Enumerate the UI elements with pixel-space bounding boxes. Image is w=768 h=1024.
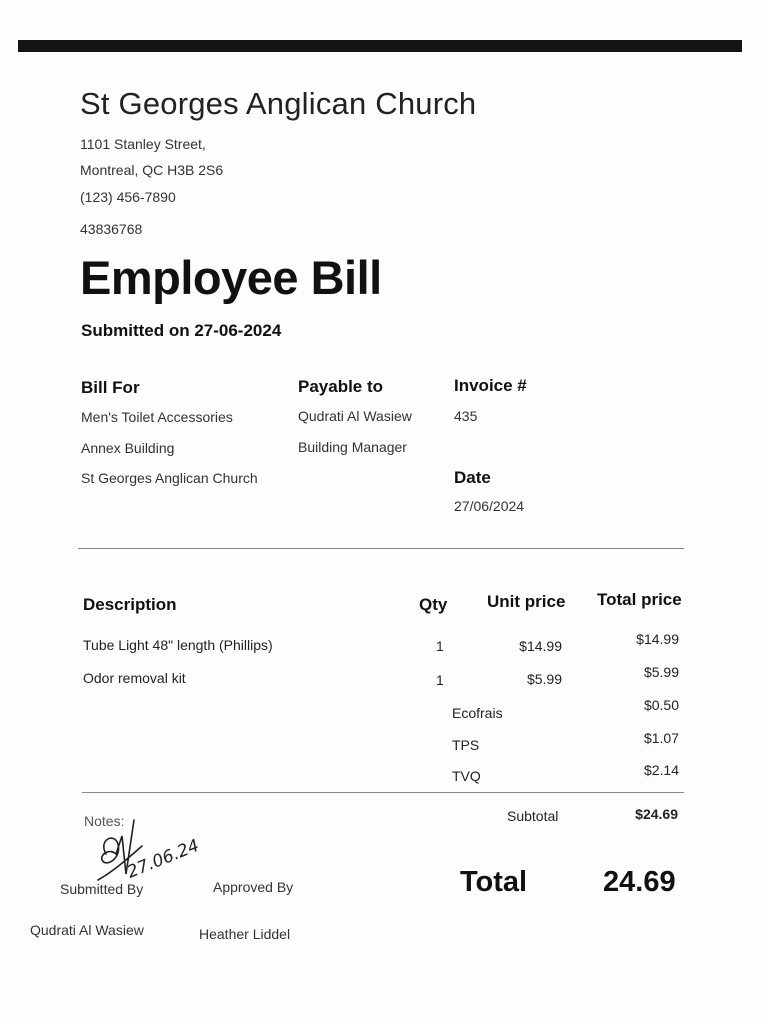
submitted-by-label: Submitted By [60, 881, 144, 897]
column-header-unit-price: Unit price [487, 592, 566, 611]
charge-label-tps: TPS [452, 737, 480, 753]
table-row-qty: 1 [436, 672, 444, 688]
total-label: Total [460, 866, 528, 898]
organization-number: 43836768 [80, 221, 143, 237]
total-value: 24.69 [603, 866, 676, 898]
phone-number: (123) 456-7890 [80, 189, 176, 205]
column-header-qty: Qty [419, 595, 448, 614]
date-label: Date [454, 468, 491, 487]
document-title: Employee Bill [80, 251, 382, 304]
notes-label: Notes: [84, 813, 125, 829]
bill-for-line: Men's Toilet Accessories [81, 409, 233, 425]
payable-to-line: Qudrati Al Wasiew [298, 408, 412, 424]
table-bottom-divider [82, 792, 684, 793]
subtotal-label: Subtotal [507, 808, 559, 824]
bill-for-line: St Georges Anglican Church [81, 470, 258, 486]
table-row-unit-price: $5.99 [526, 671, 562, 687]
payable-to-label: Payable to [298, 377, 384, 396]
submitted-by-name: Qudrati Al Wasiew [30, 922, 144, 938]
submitted-date: Submitted on 27-06-2024 [81, 321, 282, 340]
approved-by-label: Approved By [213, 879, 294, 895]
charge-amount-ecofrais: $0.50 [643, 697, 679, 713]
subtotal-value: $24.69 [635, 806, 678, 822]
section-divider [78, 548, 684, 549]
address-line-1: 1101 Stanley Street, [80, 136, 206, 152]
approved-by-name: Heather Liddel [199, 926, 291, 942]
bill-for-label: Bill For [81, 378, 140, 397]
payable-to-line: Building Manager [298, 439, 407, 455]
table-row-qty: 1 [436, 638, 444, 654]
date-value: 27/06/2024 [454, 498, 525, 514]
address-line-2: Montreal, QC H3B 2S6 [80, 162, 224, 178]
table-row-unit-price: $14.99 [519, 638, 562, 654]
column-header-total-price: Total price [597, 590, 682, 609]
top-border-bar [18, 40, 742, 52]
charge-amount-tvq: $2.14 [643, 762, 679, 778]
organization-name: St Georges Anglican Church [80, 86, 477, 121]
charge-label-ecofrais: Ecofrais [452, 705, 503, 721]
charge-label-tvq: TVQ [452, 768, 481, 784]
invoice-number-value: 435 [454, 408, 478, 424]
bill-for-line: Annex Building [81, 440, 175, 456]
table-row-total-price: $14.99 [636, 631, 679, 647]
invoice-number-label: Invoice # [454, 376, 527, 395]
table-row-total-price: $5.99 [643, 664, 679, 680]
column-header-description: Description [83, 595, 177, 614]
signature-date: 27.06.24 [124, 835, 203, 883]
charge-amount-tps: $1.07 [643, 730, 679, 746]
table-row-description: Odor removal kit [83, 670, 186, 686]
table-row-description: Tube Light 48" length (Phillips) [83, 637, 273, 653]
